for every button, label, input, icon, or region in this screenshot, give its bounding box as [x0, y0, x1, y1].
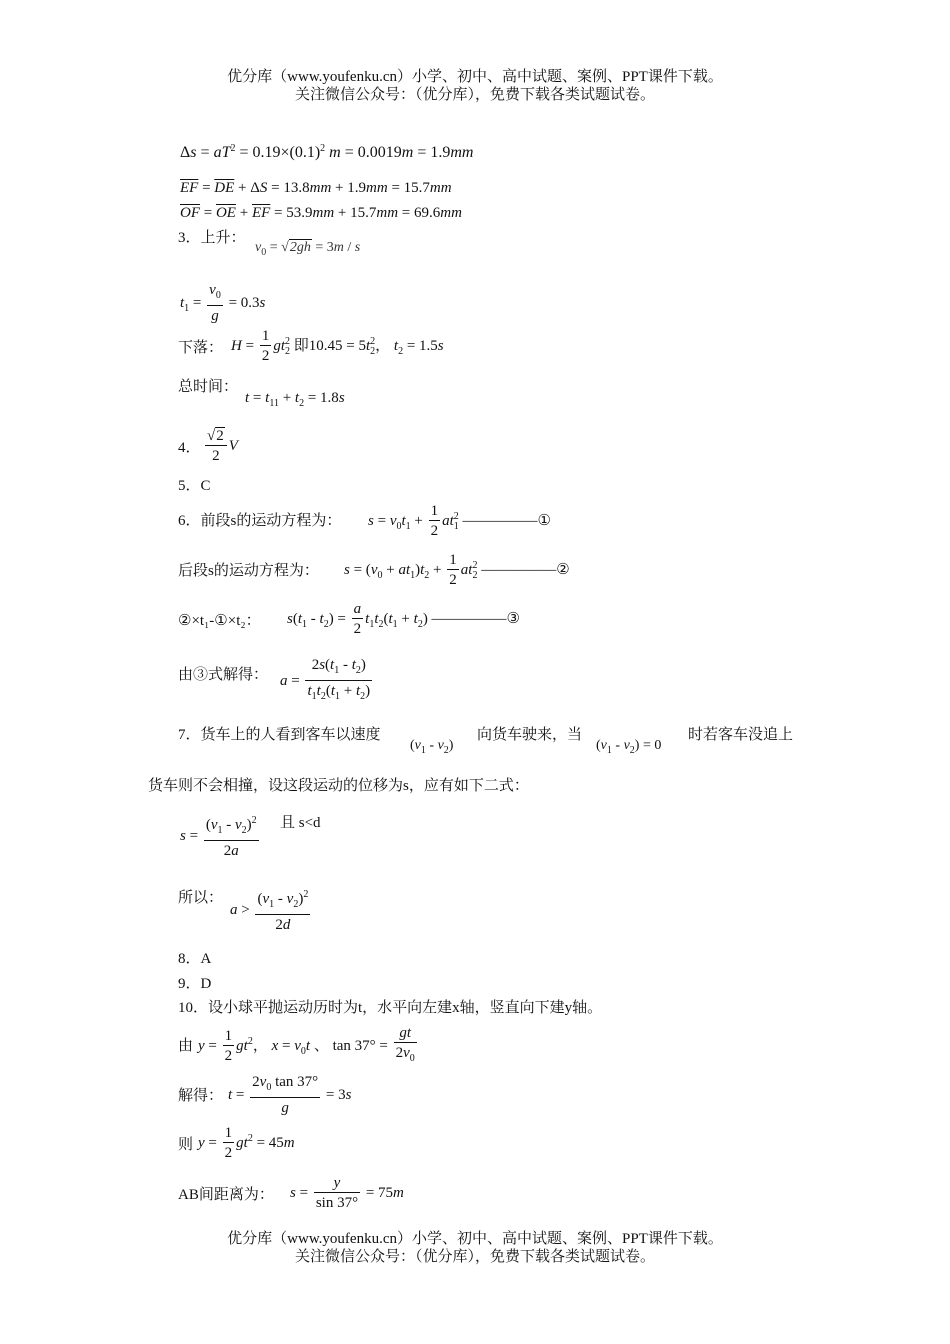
q10-equations: y = $\frac{1}{2}$ $gt^2$， $x = v_0t$ 、 tan 37° = $\frac{gt}{2v_0}$	[198, 1025, 415, 1064]
q10-s-equation: s = $\frac{y}{\sin 37^\circ}$ = 75m	[290, 1175, 404, 1211]
q6-back-label: 后段s的运动方程为：	[178, 563, 319, 579]
q4-label: 4．	[178, 440, 201, 456]
q7-text-2: 向货车驶来，当	[477, 727, 583, 743]
equation-of: $\overline{OF} = \overline{OE} + \overline{EF} = 53.9mm + 15.7mm = 69.6mm$	[180, 205, 462, 221]
q6-equation-2: $s = (v_0 + at_1)t_2$ + $\frac{1}{2}$ $at_2^2$ —————②	[344, 552, 570, 588]
q8-answer: 8．A	[178, 951, 212, 967]
q10-then-label: 则	[178, 1137, 194, 1153]
q7-text-3: 时若客车没追上	[688, 727, 794, 743]
q10-solve-label: 解得：	[178, 1088, 224, 1104]
footer-line-1: 优分库（www.youfenku.cn）小学、初中、高中试题、案例、PPT课件下载。	[227, 1231, 723, 1247]
q7-relative-velocity: $(v_1 - v_2)$	[410, 738, 454, 756]
header-line-1: 优分库（www.youfenku.cn）小学、初中、高中试题、案例、PPT课件下载。	[227, 69, 723, 85]
q10-by-label: 由	[178, 1038, 194, 1054]
q6-combine-label: ②×t₁-①×t₂：	[178, 613, 261, 629]
q7-equation-2: a > $\frac{(v_1 - v_2)^2}{2d}$	[230, 886, 312, 935]
q6-equation-1: $s = v_0t_1$ + $\frac{1}{2}$ $at_1^2$ —————①	[368, 503, 551, 539]
q7-so-label: 所以：	[178, 890, 224, 906]
q6-equation-4: a = $\frac{2s(t_1 - t_2)}{t_1t_2(t_1 + t_2)}$	[280, 657, 371, 702]
header-line-2: 关注微信公众号：（优分库），免费下载各类试题试卷。	[294, 87, 655, 103]
q3-label: 3．上升：	[178, 230, 246, 246]
q7-and-condition: 且 s<d	[280, 815, 321, 831]
q10-t-equation: t = $\frac{2v_0 \tan 37^\circ}{g}$ = 3s	[228, 1074, 352, 1116]
q3-fall-label: 下落：	[178, 340, 224, 356]
q6-solve-label: 由③式解得：	[178, 667, 269, 683]
q7-equation-1: s = $\frac{(v_1 - v_2)^2}{2a}$	[180, 812, 261, 861]
q4-answer: $\frac{√2}{2}$ V	[207, 428, 238, 464]
q7-text-1: 7．货车上的人看到客车以速度	[178, 727, 381, 743]
q3-total-label: 总时间：	[178, 379, 239, 395]
q3-t1-equation: $t_1$ = $\frac{v_0}{g}$ = 0.3s	[180, 282, 266, 324]
q5-answer: 5．C	[178, 478, 211, 494]
q3-v0-equation: $v_0 = √2gh = 3m / s$	[255, 240, 361, 258]
q6-equation-3: $s(t_1 - t_2)$ = $\frac{a}{2}$ $t_1t_2(t_1 + t_2)$ —————③	[287, 601, 521, 637]
q3-fall-equation: H = $\frac{1}{2}$ $gt_2^2$ 即$10.45 = 5t_2^2$， $t_2 = 1.5s$	[231, 328, 444, 364]
q10-y-equation: y = $\frac{1}{2}$ $gt^2 = 45m$	[198, 1125, 295, 1161]
q7-text-4: 货车则不会相撞，设这段运动的位移为s，应有如下二式：	[148, 778, 529, 794]
q10-ab-label: AB间距离为：	[178, 1187, 274, 1203]
footer-line-2: 关注微信公众号：（优分库），免费下载各类试题试卷。	[294, 1249, 655, 1265]
q10-text: 10．设小球平抛运动历时为t，水平向左建x轴，竖直向下建y轴。	[178, 1000, 603, 1016]
q9-answer: 9．D	[178, 976, 212, 992]
q3-total-equation: $t = t_{11} + t_2 = 1.8s$	[245, 390, 345, 409]
q6-label: 6．前段s的运动方程为：	[178, 513, 342, 529]
equation-ef: $\overline{EF} = \overline{DE} + \Delta S = 13.8mm + 1.9mm = 15.7mm$	[180, 180, 452, 196]
q7-condition: $(v_1 - v_2) = 0$	[596, 738, 662, 756]
equation-delta-s: $\Delta s = aT^2 = 0.19\times(0.1)^2$ m = 0.0019m = 1.9mm	[180, 143, 474, 161]
